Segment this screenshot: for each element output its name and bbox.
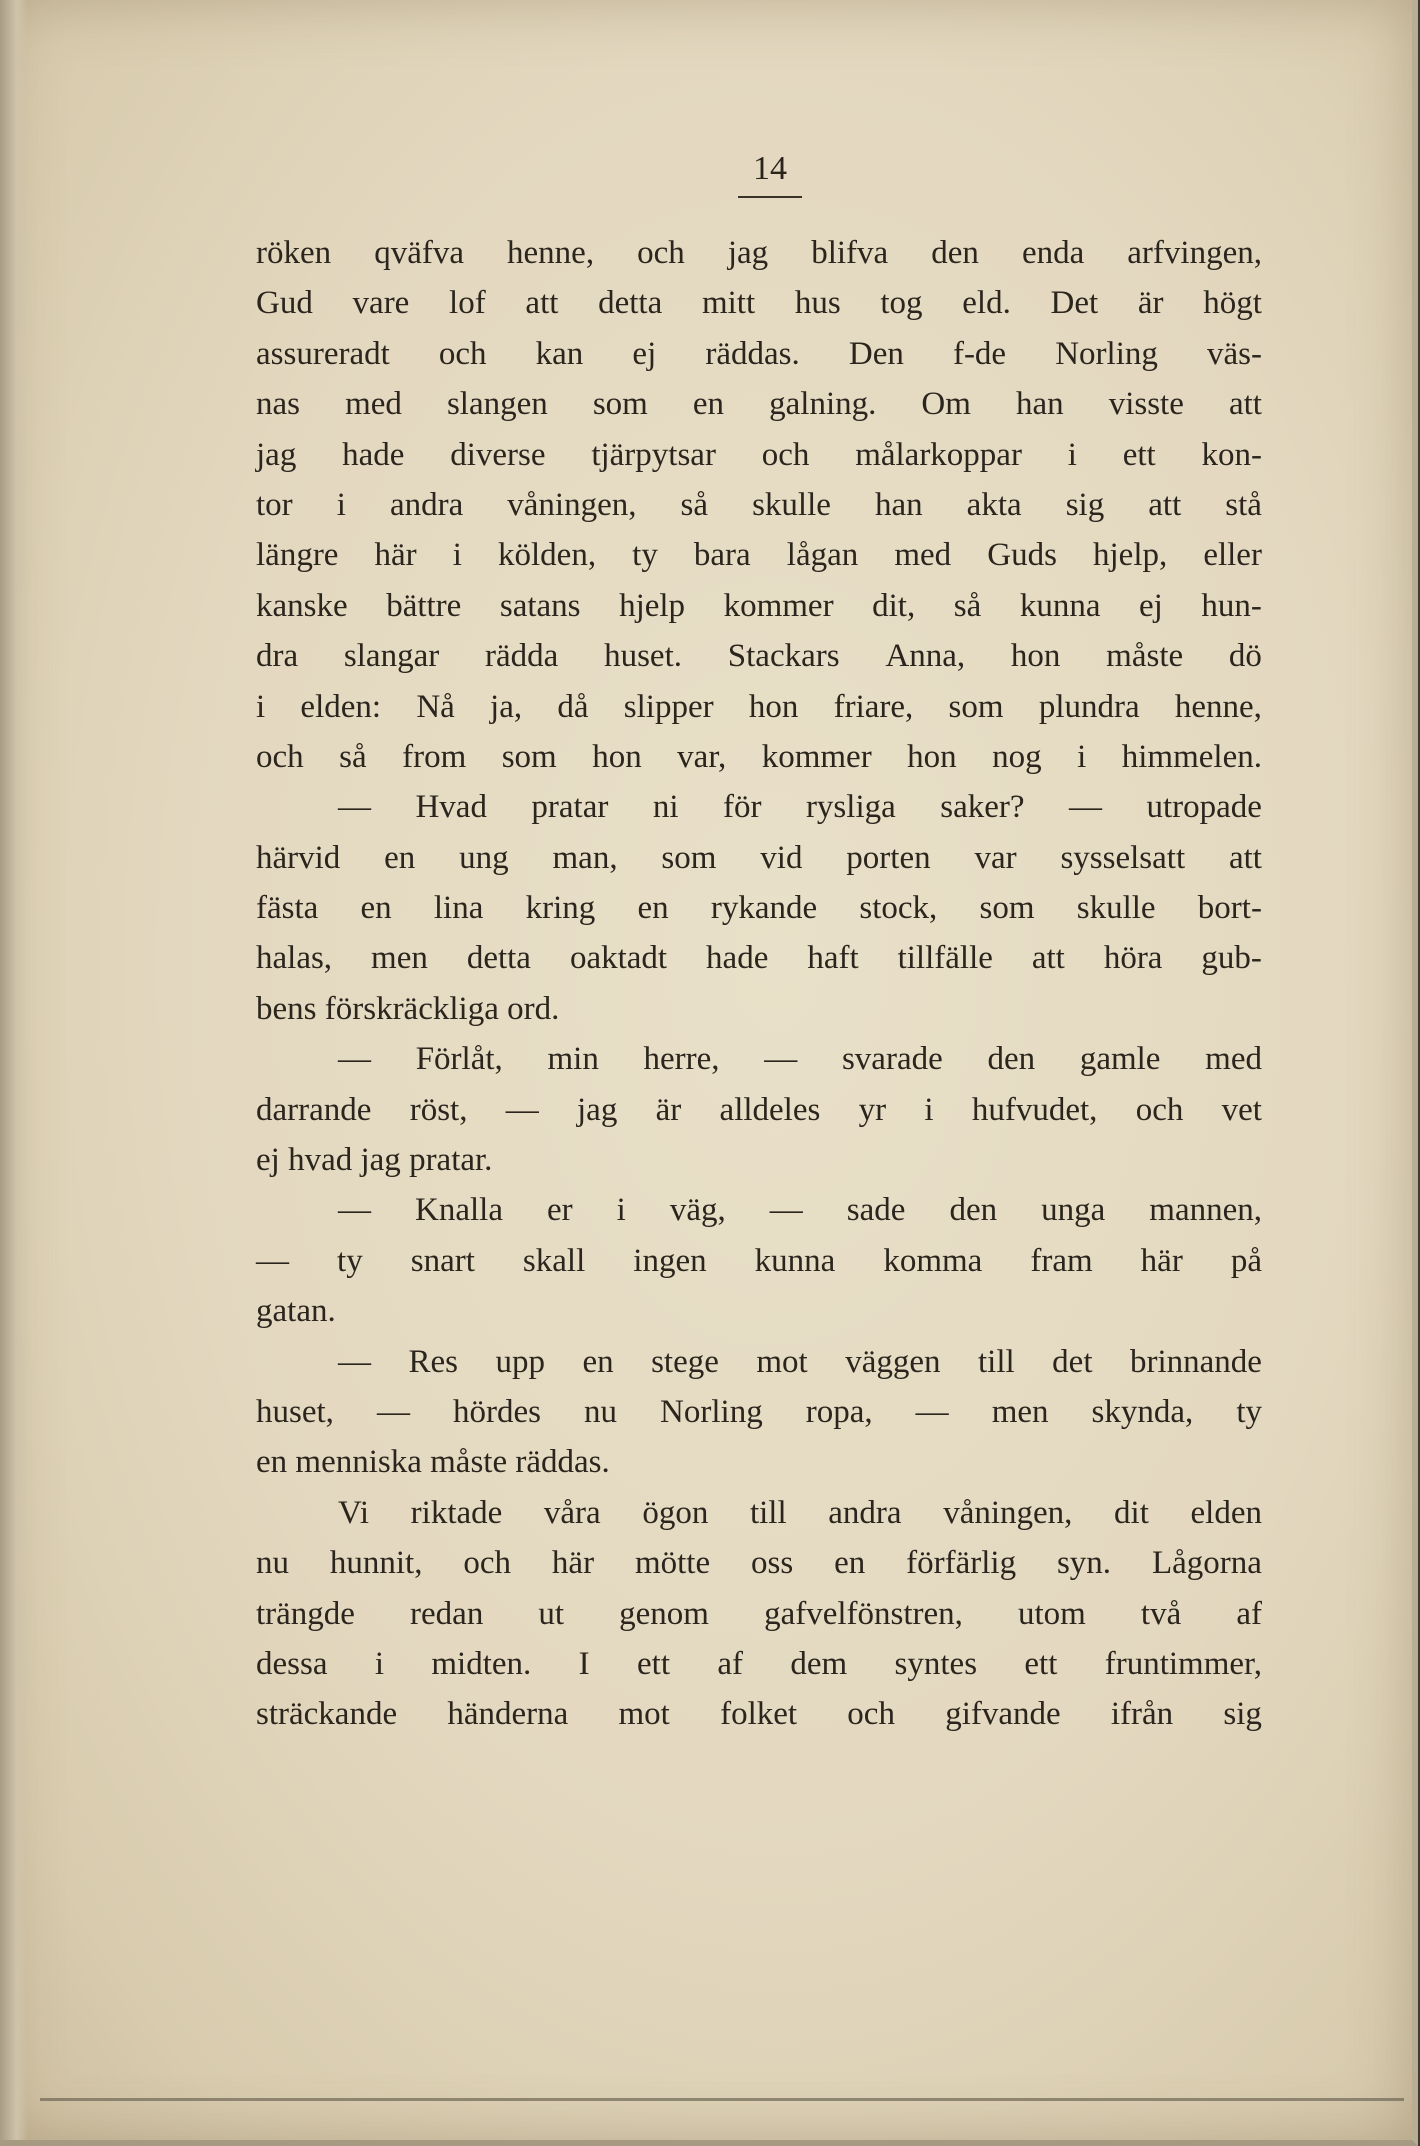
text-line: trängde redan ut genom gafvelfönstren, utom två af: [256, 1595, 1262, 1632]
bottom-rule: [40, 2098, 1404, 2101]
text-line: darrande röst, — jag är alldeles yr i hufvudet, och vet: [256, 1091, 1262, 1128]
text-line: röken qväfva henne, och jag blifva den enda arfvingen,: [256, 235, 1262, 271]
text-line: och så from som hon var, kommer hon nog i himmelen.: [256, 738, 1262, 775]
text-line: dessa i midten. I ett af dem syntes ett fruntimmer,: [256, 1645, 1262, 1682]
text-line: tor i andra våningen, så skulle han akta sig att stå: [256, 486, 1262, 523]
text-line: nu hunnit, och här mötte oss en förfärlig syn. Lågorna: [256, 1545, 1262, 1582]
text-line: nas med slangen som en galning. Om han visste att: [256, 386, 1262, 423]
text-line: huset, — hördes nu Norling ropa, — men skynda, ty: [256, 1393, 1262, 1430]
text-line: — Förlåt, min herre, — svarade den gamle med: [338, 1041, 1262, 1078]
text-line: i elden: Nå ja, då slipper hon friare, som plundra henne,: [256, 688, 1262, 725]
text-line: halas, men detta oaktadt hade haft tillfälle att höra gub-: [256, 940, 1262, 977]
text-line: — ty snart skall ingen kunna komma fram här på: [256, 1242, 1262, 1279]
text-line: ej hvad jag pratar.: [256, 1142, 493, 1179]
text-line: jag hade diverse tjärpytsar och målarkoppar i ett kon-: [256, 436, 1262, 473]
page-number-rule: [738, 196, 802, 198]
text-line: Gud vare lof att detta mitt hus tog eld. Det är högt: [256, 285, 1262, 322]
text-line: en menniska måste räddas.: [256, 1444, 610, 1481]
text-line: — Hvad pratar ni för rysliga saker? — utropade: [338, 789, 1262, 826]
text-line: sträckande händerna mot folket och gifvande ifrån sig: [256, 1696, 1262, 1733]
body-text: [256, 228, 1262, 1740]
text-line: assureradt och kan ej räddas. Den f-de Norling väs-: [256, 335, 1262, 372]
text-line: fästa en lina kring en rykande stock, som skulle bort-: [256, 890, 1262, 927]
text-line: härvid en ung man, som vid porten var sysselsatt att: [256, 839, 1262, 876]
text-line: dra slangar rädda huset. Stackars Anna, hon måste dö: [256, 638, 1262, 675]
text-line: bens förskräckliga ord.: [256, 990, 560, 1027]
text-line: gatan.: [256, 1293, 336, 1330]
page-number: 14: [753, 150, 787, 187]
text-line: längre här i kölden, ty bara lågan med Guds hjelp, eller: [256, 537, 1262, 574]
page-left-edge: [0, 0, 28, 2140]
text-line: — Knalla er i väg, — sade den unga mannen,: [338, 1192, 1262, 1229]
text-line: kanske bättre satans hjelp kommer dit, så kunna ej hun-: [256, 587, 1262, 624]
text-line: — Res upp en stege mot väggen till det brinnande: [338, 1343, 1262, 1380]
text-line: Vi riktade våra ögon till andra våningen, dit elden: [338, 1494, 1262, 1531]
